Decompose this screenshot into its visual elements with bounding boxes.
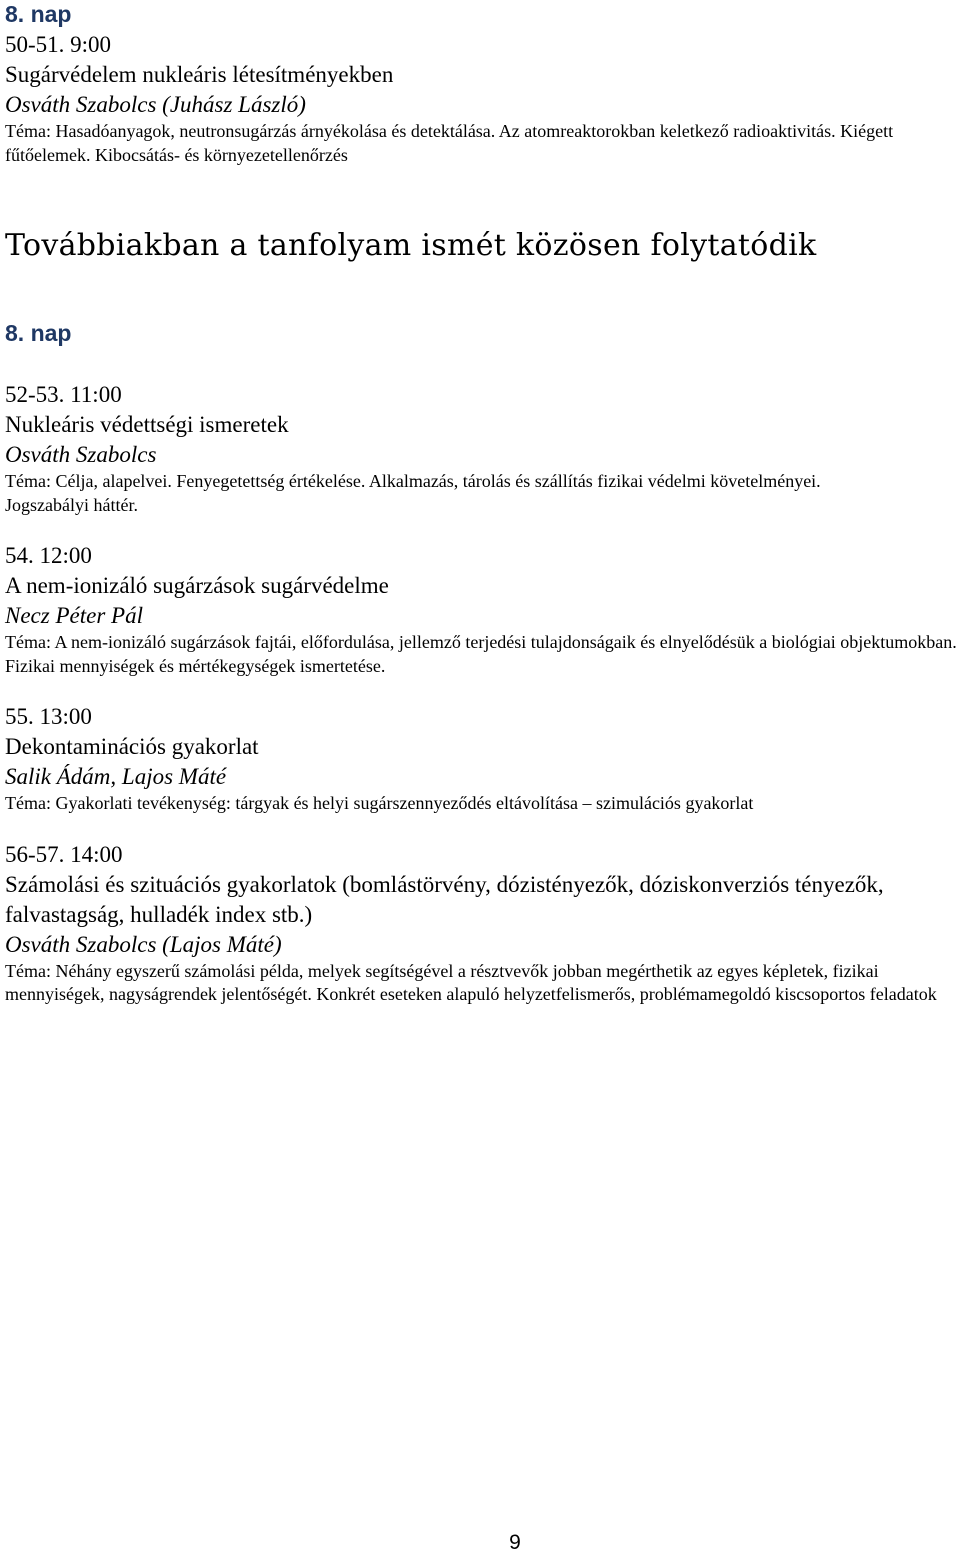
session-title: A nem-ionizáló sugárzások sugárvédelme <box>5 573 389 598</box>
session-presenter: Osváth Szabolcs (Juhász László) <box>5 92 306 117</box>
session-code: 55. 13:00 <box>5 704 92 729</box>
session-presenter: Necz Péter Pál <box>5 603 143 628</box>
session-code: 56-57. 14:00 <box>5 841 123 867</box>
session-54 <box>5 541 960 678</box>
session-55 <box>5 702 960 816</box>
session-code: 52-53. 11:00 <box>5 382 122 407</box>
session-title: Sugárvédelem nukleáris létesítményekben <box>5 62 394 87</box>
session-50-51 <box>5 30 960 167</box>
course-continues-notice: Továbbiakban a tanfolyam ismét közösen folytatódik <box>5 228 817 263</box>
day-heading-1: 8. nap <box>5 1 72 27</box>
session-title: Nukleáris védettségi ismeretek <box>5 412 289 437</box>
session-topic: Téma: Néhány egyszerű számolási példa, melyek segítségével a résztvevők jobban megérthetik az egyes képletek, fizikai mennyiségek, nagyságrendek jelentőségét. Konkrét eseteken alapuló helyzetfelismerős, problémamegoldó kiscsoportos feladatok <box>5 960 937 1004</box>
session-topic: Téma: Hasadóanyagok, neutronsugárzás árnyékolása és detektálása. Az atomreaktorokban keletkező radioaktivitás. Kiégett fűtőelemek. Kibocsátás- és környezetellenőrzés <box>5 121 894 165</box>
session-topic: Téma: A nem-ionizáló sugárzások fajtái, előfordulása, jellemző terjedési tulajdonságaik és elnyelődésük a biológiai objektumokban. Fizikai mennyiségek és mértékegységek ismertetése. <box>5 632 957 676</box>
session-code: 50-51. 9:00 <box>5 32 112 57</box>
session-56-57 <box>5 840 960 1007</box>
session-presenter: Salik Ádám, Lajos Máté <box>5 764 227 789</box>
page-number: 9 <box>509 1531 521 1554</box>
session-topic: Téma: Célja, alapelvei. Fenyegetettség értékelése. Alkalmazás, tárolás és szállítás fizikai védelmi követelményei. Jogszabályi háttér. <box>5 471 821 515</box>
session-title: Számolási és szituációs gyakorlatok (bomlástörvény, dózistényezők, dóziskonverziós tényezők, falvastagság, hulladék index stb.) <box>5 871 884 927</box>
session-presenter: Osváth Szabolcs (Lajos Máté) <box>5 931 282 957</box>
session-topic: Téma: Gyakorlati tevékenység: tárgyak és helyi sugárszennyeződés eltávolítása – szimulációs gyakorlat <box>5 793 754 813</box>
day-heading-2: 8. nap <box>5 320 72 346</box>
document-page <box>5 0 960 1007</box>
session-52-53 <box>5 380 960 517</box>
session-title: Dekontaminációs gyakorlat <box>5 734 259 759</box>
session-presenter: Osváth Szabolcs <box>5 442 157 467</box>
session-code: 54. 12:00 <box>5 543 92 568</box>
